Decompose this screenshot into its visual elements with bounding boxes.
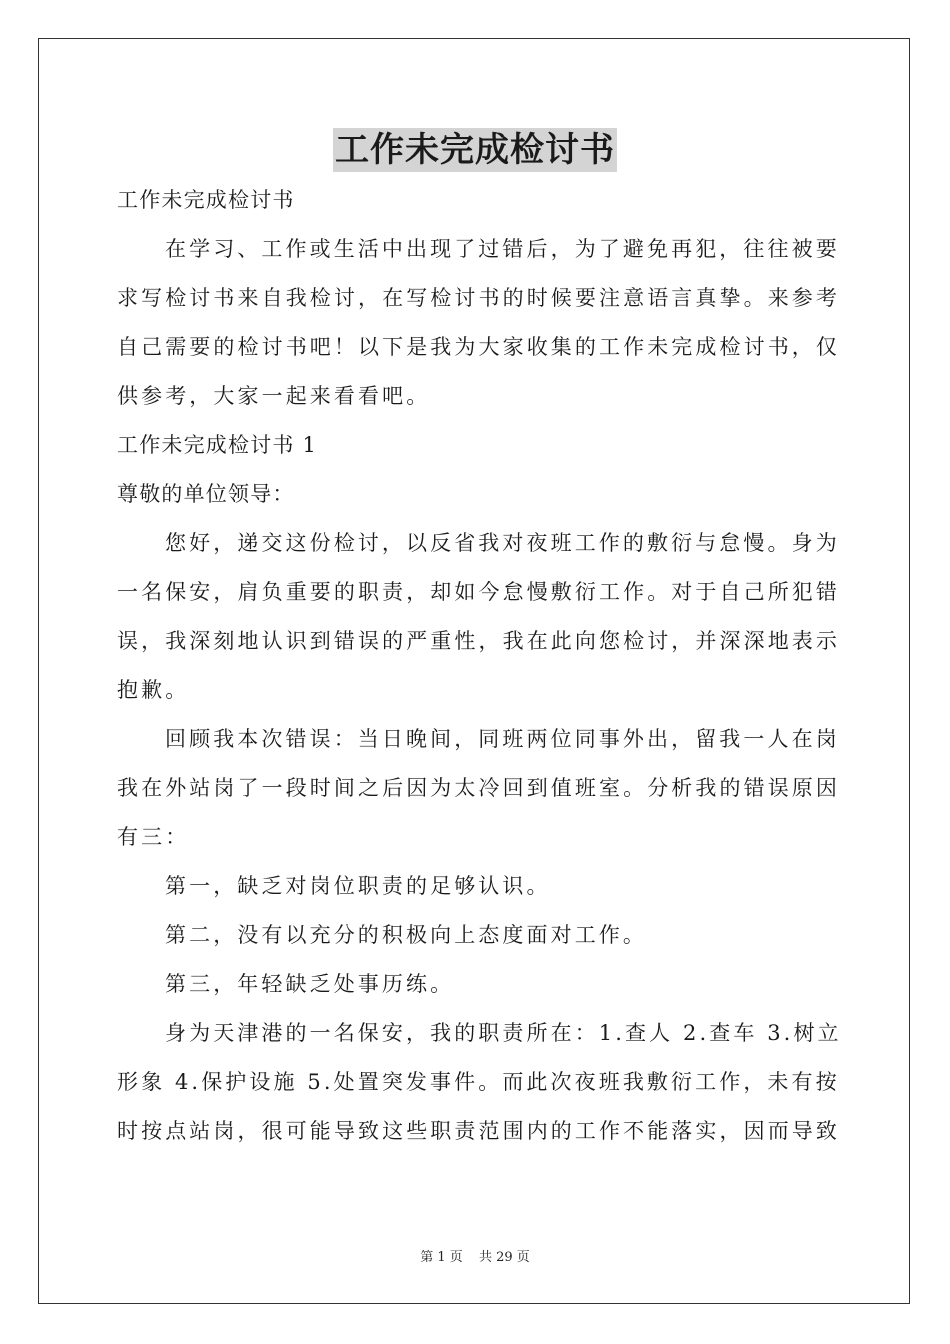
paragraph-line: 自己需要的检讨书吧！以下是我为大家收集的工作未完成检讨书，仅	[117, 335, 840, 359]
salutation-line: 尊敬的单位领导：	[117, 482, 295, 506]
list-item: 第二，没有以充分的积极向上态度面对工作。	[165, 923, 647, 947]
paragraph-line: 身为天津港的一名保安，我的职责所在：1.查人 2.查车 3.树立	[165, 1021, 842, 1045]
document-body	[117, 176, 842, 1156]
document-title: 工作未完成检讨书	[335, 130, 615, 170]
paragraph-line: 回顾我本次错误：当日晚间，同班两位同事外出，留我一人在岗	[165, 727, 840, 751]
page-footer	[0, 1246, 950, 1265]
paragraph-line: 有三：	[117, 825, 190, 849]
paragraph-line: 我在外站岗了一段时间之后因为太冷回到值班室。分析我的错误原因	[117, 776, 840, 800]
paragraph-line: 时按点站岗，很可能导致这些职责范围内的工作不能落实，因而导致	[117, 1119, 840, 1143]
page-total: 共 29 页	[478, 1250, 530, 1265]
paragraph-line: 一名保安，肩负重要的职责，却如今怠慢敷衍工作。对于自己所犯错	[117, 580, 840, 604]
paragraph-line: 形象 4.保护设施 5.处置突发事件。而此次夜班我敷衍工作，未有按	[117, 1070, 840, 1094]
list-item: 第三，年轻缺乏处事历练。	[165, 972, 455, 996]
document-title-wrapper	[0, 128, 950, 172]
section-heading: 工作未完成检讨书 1	[117, 433, 318, 457]
paragraph-line: 求写检讨书来自我检讨，在写检讨书的时候要注意语言真挚。来参考	[117, 286, 840, 310]
paragraph-line: 在学习、工作或生活中出现了过错后，为了避免再犯，往往被要	[165, 237, 840, 261]
paragraph-line: 您好，递交这份检讨，以反省我对夜班工作的敷衍与怠慢。身为	[165, 531, 840, 555]
paragraph-line: 供参考，大家一起来看看吧。	[117, 384, 431, 408]
paragraph-line: 抱歉。	[117, 678, 190, 702]
list-item: 第一，缺乏对岗位职责的足够认识。	[165, 874, 551, 898]
page-number: 第 1 页	[420, 1250, 463, 1265]
paragraph-line: 误，我深刻地认识到错误的严重性，我在此向您检讨，并深深地表示	[117, 629, 840, 653]
subtitle-line: 工作未完成检讨书	[117, 188, 295, 212]
